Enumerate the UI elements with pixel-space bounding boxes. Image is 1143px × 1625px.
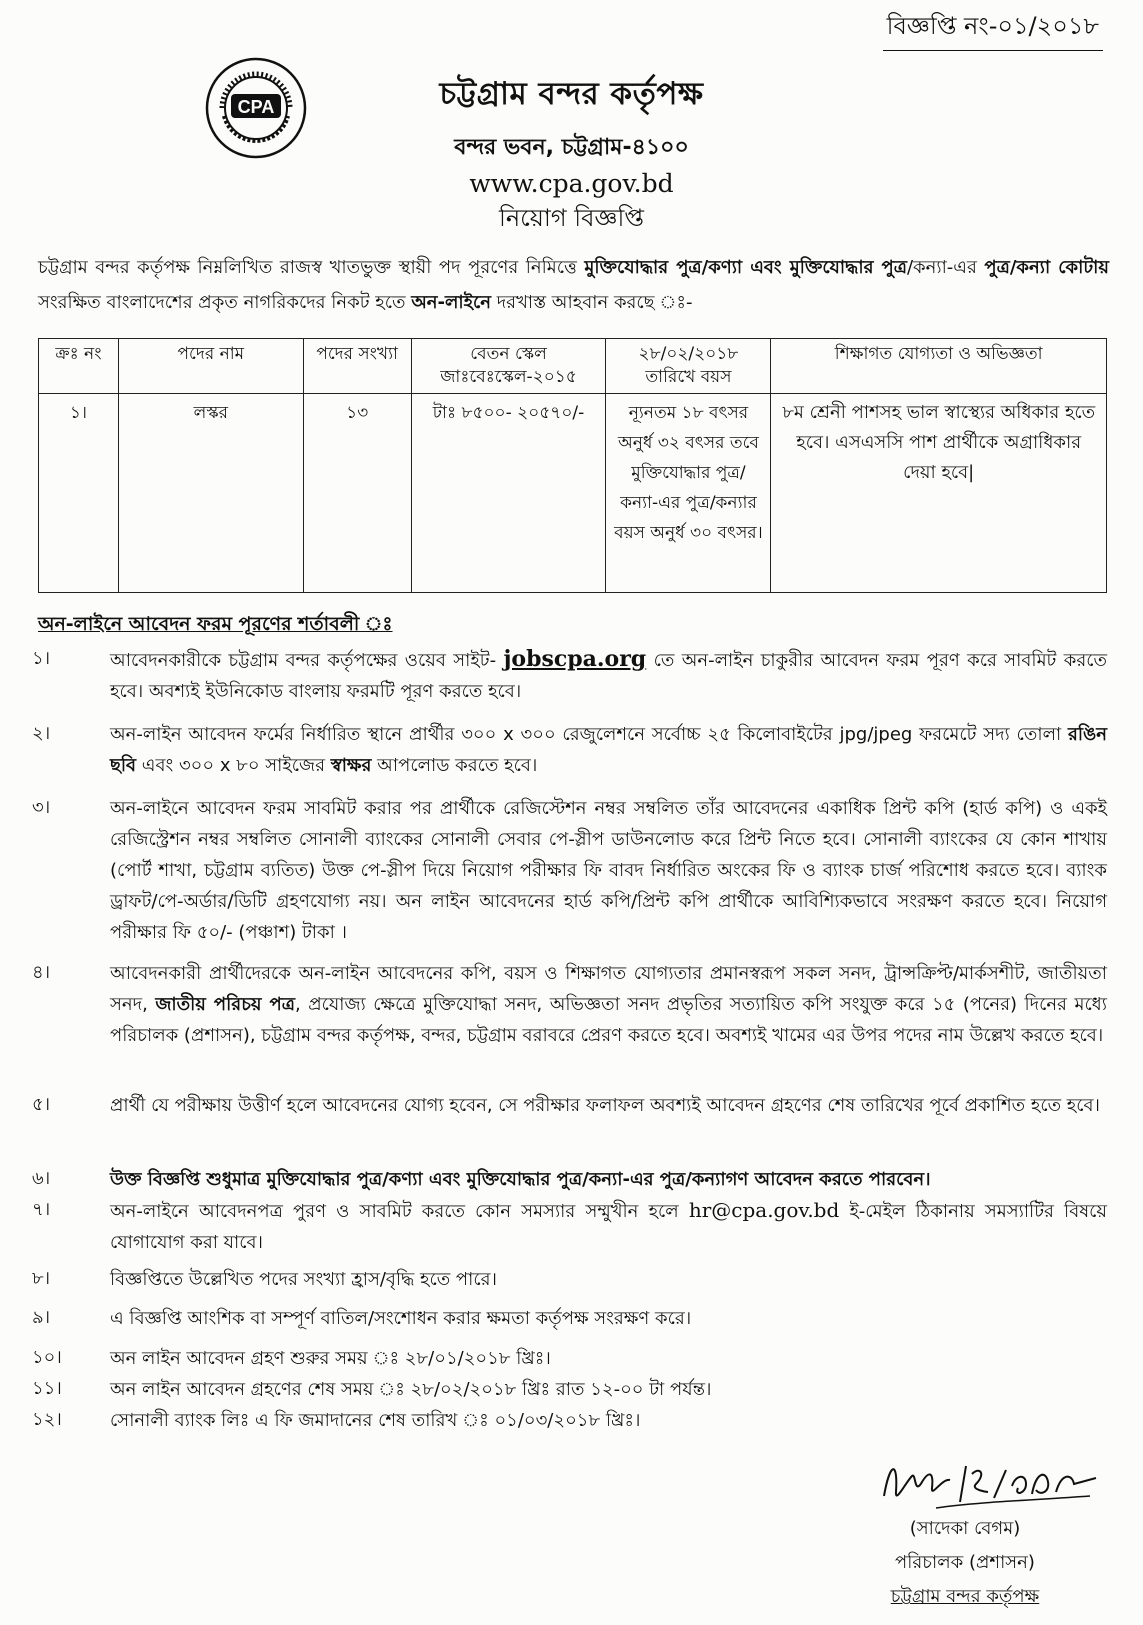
term-item-4 — [32, 958, 1107, 1051]
term-text-part: আপলোড করতে হবে। — [371, 755, 538, 776]
term-item-12 — [32, 1405, 1107, 1436]
term-number: ১২। — [32, 1409, 62, 1430]
term-item-10 — [32, 1343, 1107, 1374]
col-pay-scale: বেতন স্কেল জাঃবেঃস্কেল-২০১৫ — [411, 339, 606, 394]
term-text — [110, 958, 1107, 1051]
intro-paragraph — [38, 250, 1109, 320]
table-header-row — [39, 339, 1107, 394]
term-bold-text: উক্ত বিজ্ঞপ্তি শুধুমাত্র মুক্তিযোদ্ধার পুত্র/কণ্যা এবং মুক্তিযোদ্ধার পুত্র/কন্যা-এর পুত্র/কন্যাগণ আবেদন করতে পারবেন। — [110, 1169, 931, 1190]
intro-text: সংরক্ষিত বাংলাদেশের প্রকৃত নাগরিকদের নিকট হতে — [38, 292, 412, 313]
term-item-9 — [32, 1303, 1107, 1334]
jobscpa-link[interactable]: jobscpa.org — [503, 646, 647, 672]
term-number: ৬। — [32, 1168, 51, 1189]
cell-qualification: ৮ম শ্রেনী পাশসহ ভাল স্বাস্থ্যের অধিকার হতে হবে। এসএসসি পাশ প্রার্থীকে অগ্রাধিকার দেয়া হবে| — [771, 394, 1107, 593]
term-text-part: , প্রযোজ্য ক্ষেত্রে মুক্তিযোদ্ধা সনদ, অভিজ্ঞতা সনদ প্রভৃতির সত্যায়িত কপি সংযুক্ত করে ১৫ (পনের) দিনের মধ্যে পরিচালক (প্রশাসন), চট্টগ্রাম বন্দর কর্তৃপক্ষ, বন্দর, চট্টগ্রাম বরাবরে প্রেরণ করতে হবে। অবশ্যই খামের এর উপর পদের নাম উল্লেখ করতে হবে। — [110, 994, 1107, 1046]
intro-bold-quota: পুত্র/কন্যা কোটায় — [984, 257, 1109, 278]
term-text-part: অন-লাইন আবেদন ফর্মের নির্ধারিত স্থানে প্রার্থীর ৩০০ x ৩০০ রেজুলেশনে সর্বোচ্চ ২৫ কিলোবাইটের jpg/jpeg ফরমেটে সদ্য তোলা — [110, 724, 1068, 745]
term-item-7 — [32, 1195, 1107, 1258]
cell-serial: ১। — [39, 394, 119, 593]
term-number: ১০। — [32, 1347, 62, 1368]
posts-table — [38, 338, 1107, 593]
cell-pay-scale: টাঃ ৮৫০০- ২০৫৭০/- — [411, 394, 606, 593]
term-text-part: তে অন-লাইন চাকুরীর আবেদন ফরম পূরণ করে সাবমিট করতে হবে। অবশ্যই ইউনিকোড বাংলায় ফরমটি পূরণ করতে হবে। — [110, 650, 1107, 702]
col-serial: ক্রঃ নং — [39, 339, 119, 394]
term-bold-nid: জাতীয় পরিচয় পত্র — [155, 994, 295, 1015]
term-text: বিজ্ঞপ্তিতে উল্লেখিত পদের সংখ্যা হ্রাস/বৃদ্ধি হতে পারে। — [110, 1269, 497, 1290]
col-qualification: শিক্ষাগত যোগ্যতা ও অভিজ্ঞতা — [771, 339, 1107, 394]
cell-post-count: ১৩ — [303, 394, 411, 593]
cell-post-name: লস্কর — [118, 394, 303, 593]
term-number: ৮। — [32, 1268, 51, 1289]
signer-designation: পরিচালক (প্রশাসন) — [895, 1552, 1035, 1573]
term-number: ২। — [32, 723, 51, 744]
notice-title: নিয়োগ বিজ্ঞপ্তি — [498, 204, 645, 232]
org-name: চট্টগ্রাম বন্দর কর্তৃপক্ষ — [439, 76, 704, 112]
col-age: ২৮/০২/২০১৮ তারিখে বয়স — [606, 339, 771, 394]
term-bold-photo: রঙিন ছবি — [110, 724, 1107, 776]
term-number: ৪। — [32, 962, 51, 983]
term-text: অন-লাইনে আবেদন ফরম সাবমিট করার পর প্রার্থীকে রেজিস্টেশন নম্বর সম্বলিত তাঁর আবেদনের একাধিক প্রিন্ট কপি (হার্ড কপি) ও একই রেজিস্ট্রেশন নম্বর সম্বলিত সোনালী ব্যাংকের সোনালী সেবার পে-স্লীপ ডাউনলোড করে প্রিন্ট নিতে হবে। সোনালী ব্যাংকের যে কোন শাখায় (পোর্ট শাখা, চট্টগ্রাম ব্যতিত) উক্ত পে-স্লীপ দিয়ে নিয়োগ পরীক্ষার ফি বাবদ নির্ধারিত অংকের ফি ও ব্যাংক চার্জ পরিশোধ করতে হবে। ব্যাংক ড্রাফট/পে-অর্ডার/ডিটি গ্রহণযোগ্য নয়। অন লাইন আবেদনের হার্ড কপি/প্রিন্ট কপি প্রার্থীকে আবিশ্যিকভাবে সংরক্ষণ করতে হবে। নিয়োগ পরীক্ষার ফি ৫০/- (পঞ্চাশ) টাকা । — [110, 798, 1107, 943]
intro-text: /কন্যা-এর — [906, 257, 985, 278]
term-item-2 — [32, 719, 1107, 781]
term-text: প্রার্থী যে পরীক্ষায় উত্তীর্ণ হলে আবেদনের যোগ্য হবেন, সে পরীক্ষার ফলাফল অবশ্যই আবেদন গ্রহণের শেষ তারিখের পূর্বে প্রকাশিত হতে হবে। — [110, 1095, 1100, 1116]
term-text: অন লাইন আবেদন গ্রহণের শেষ সময় ঃ ২৮/০২/২০১৮ খ্রিঃ রাত ১২-০০ টা পর্যন্ত। — [110, 1379, 712, 1400]
hr-email-link[interactable]: hr@cpa.gov.bd — [688, 1198, 840, 1222]
term-number: ১১। — [32, 1378, 62, 1399]
org-address: বন্দর ভবন, চট্টগ্রাম-৪১০০ — [454, 135, 689, 160]
handwritten-signature-icon — [876, 1452, 1106, 1516]
term-text — [110, 644, 1107, 707]
term-item-1 — [32, 644, 1107, 707]
intro-text: চট্টগ্রাম বন্দর কর্তৃপক্ষ নিম্নলিখিত রাজস্ব খাতভুক্ত স্থায়ী পদ পূরণের নিমিত্তে — [38, 257, 585, 278]
term-text-part: আবেদনকারী প্রার্থীদেরকে অন-লাইন আবেদনের কপি, বয়স ও শিক্ষাগত যোগ্যতার প্রমানস্বরূপ সকল সনদ, ট্রান্সক্রিপ্ট/মার্কসশীট, জাতীয়তা সনদ, — [110, 963, 1107, 1015]
logo-monogram: CPA — [237, 97, 275, 117]
signer-name: (সাদেকা বেগম) — [909, 1518, 1021, 1539]
col-post-name: পদের নাম — [118, 339, 303, 394]
term-text: এ বিজ্ঞপ্তি আংশিক বা সম্পূর্ণ বাতিল/সংশোধন করার ক্ষমতা কর্তৃপক্ষ সংরক্ষণ করে। — [110, 1308, 692, 1329]
term-item-5 — [32, 1090, 1107, 1121]
signer-office: চট্টগ্রাম বন্দর কর্তৃপক্ষ — [890, 1586, 1040, 1607]
term-text: সোনালী ব্যাংক লিঃ এ ফি জমাদানের শেষ তারিখ ঃ ০১/০৩/২০১৮ খ্রিঃ। — [110, 1410, 641, 1431]
term-text-part: ই-মেইল ঠিকানায় সমস্যাটির বিষয়ে যোগাযোগ করা যাবে। — [110, 1201, 1107, 1253]
term-number: ৩। — [32, 797, 51, 818]
table-row — [39, 394, 1107, 593]
col-post-count: পদের সংখ্যা — [303, 339, 411, 394]
org-website[interactable]: www.cpa.gov.bd — [469, 169, 674, 198]
term-item-6 — [32, 1164, 1107, 1195]
terms-heading: অন-লাইনে আবেদন ফরম পূরণের শর্তাবলী ঃ — [38, 613, 393, 635]
term-text — [110, 1195, 1107, 1258]
term-text-part: অন-লাইনে আবেদনপত্র পুরণ ও সাবমিট করতে কোন সমস্যার সম্মুখীন হলে — [110, 1201, 689, 1222]
intro-text: দরখাস্ত আহবান করছে ঃ- — [491, 292, 693, 313]
term-text — [110, 719, 1107, 781]
term-item-3 — [32, 793, 1107, 948]
term-number: ১। — [32, 648, 51, 669]
term-bold-signature: স্বাক্ষর — [330, 755, 372, 776]
signer-block — [840, 1512, 1090, 1614]
term-number: ৯। — [32, 1307, 51, 1328]
term-item-8 — [32, 1264, 1107, 1295]
notice-number: বিজ্ঞপ্তি নং-০১/২০১৮ — [883, 8, 1103, 51]
term-text-part: আবেদনকারীকে চট্টগ্রাম বন্দর কর্তৃপক্ষের ওয়েব সাইট- — [110, 650, 504, 671]
intro-bold-quota: মুক্তিযোদ্ধার পুত্র/কণ্যা এবং মুক্তিযোদ্ধার পুত্র — [584, 257, 907, 278]
term-number: ৭। — [32, 1199, 51, 1220]
intro-bold-online: অন-লাইনে — [411, 292, 491, 313]
term-text — [110, 1164, 1107, 1195]
term-item-11 — [32, 1374, 1107, 1405]
cell-age: ন্যূনতম ১৮ বৎসর অনুর্ধ ৩২ বৎসর তবে মুক্তিযোদ্ধার পুত্র/কন্যা-এর পুত্র/কন্যার বয়স অনুর্ধ ৩০ বৎসর। — [606, 394, 771, 593]
term-text: অন লাইন আবেদন গ্রহণ শুরুর সময় ঃ ২৮/০১/২০১৮ খ্রিঃ। — [110, 1348, 551, 1369]
term-number: ৫। — [32, 1094, 51, 1115]
term-text-part: এবং ৩০০ x ৮০ সাইজের — [136, 755, 331, 776]
letterhead — [0, 70, 1143, 240]
